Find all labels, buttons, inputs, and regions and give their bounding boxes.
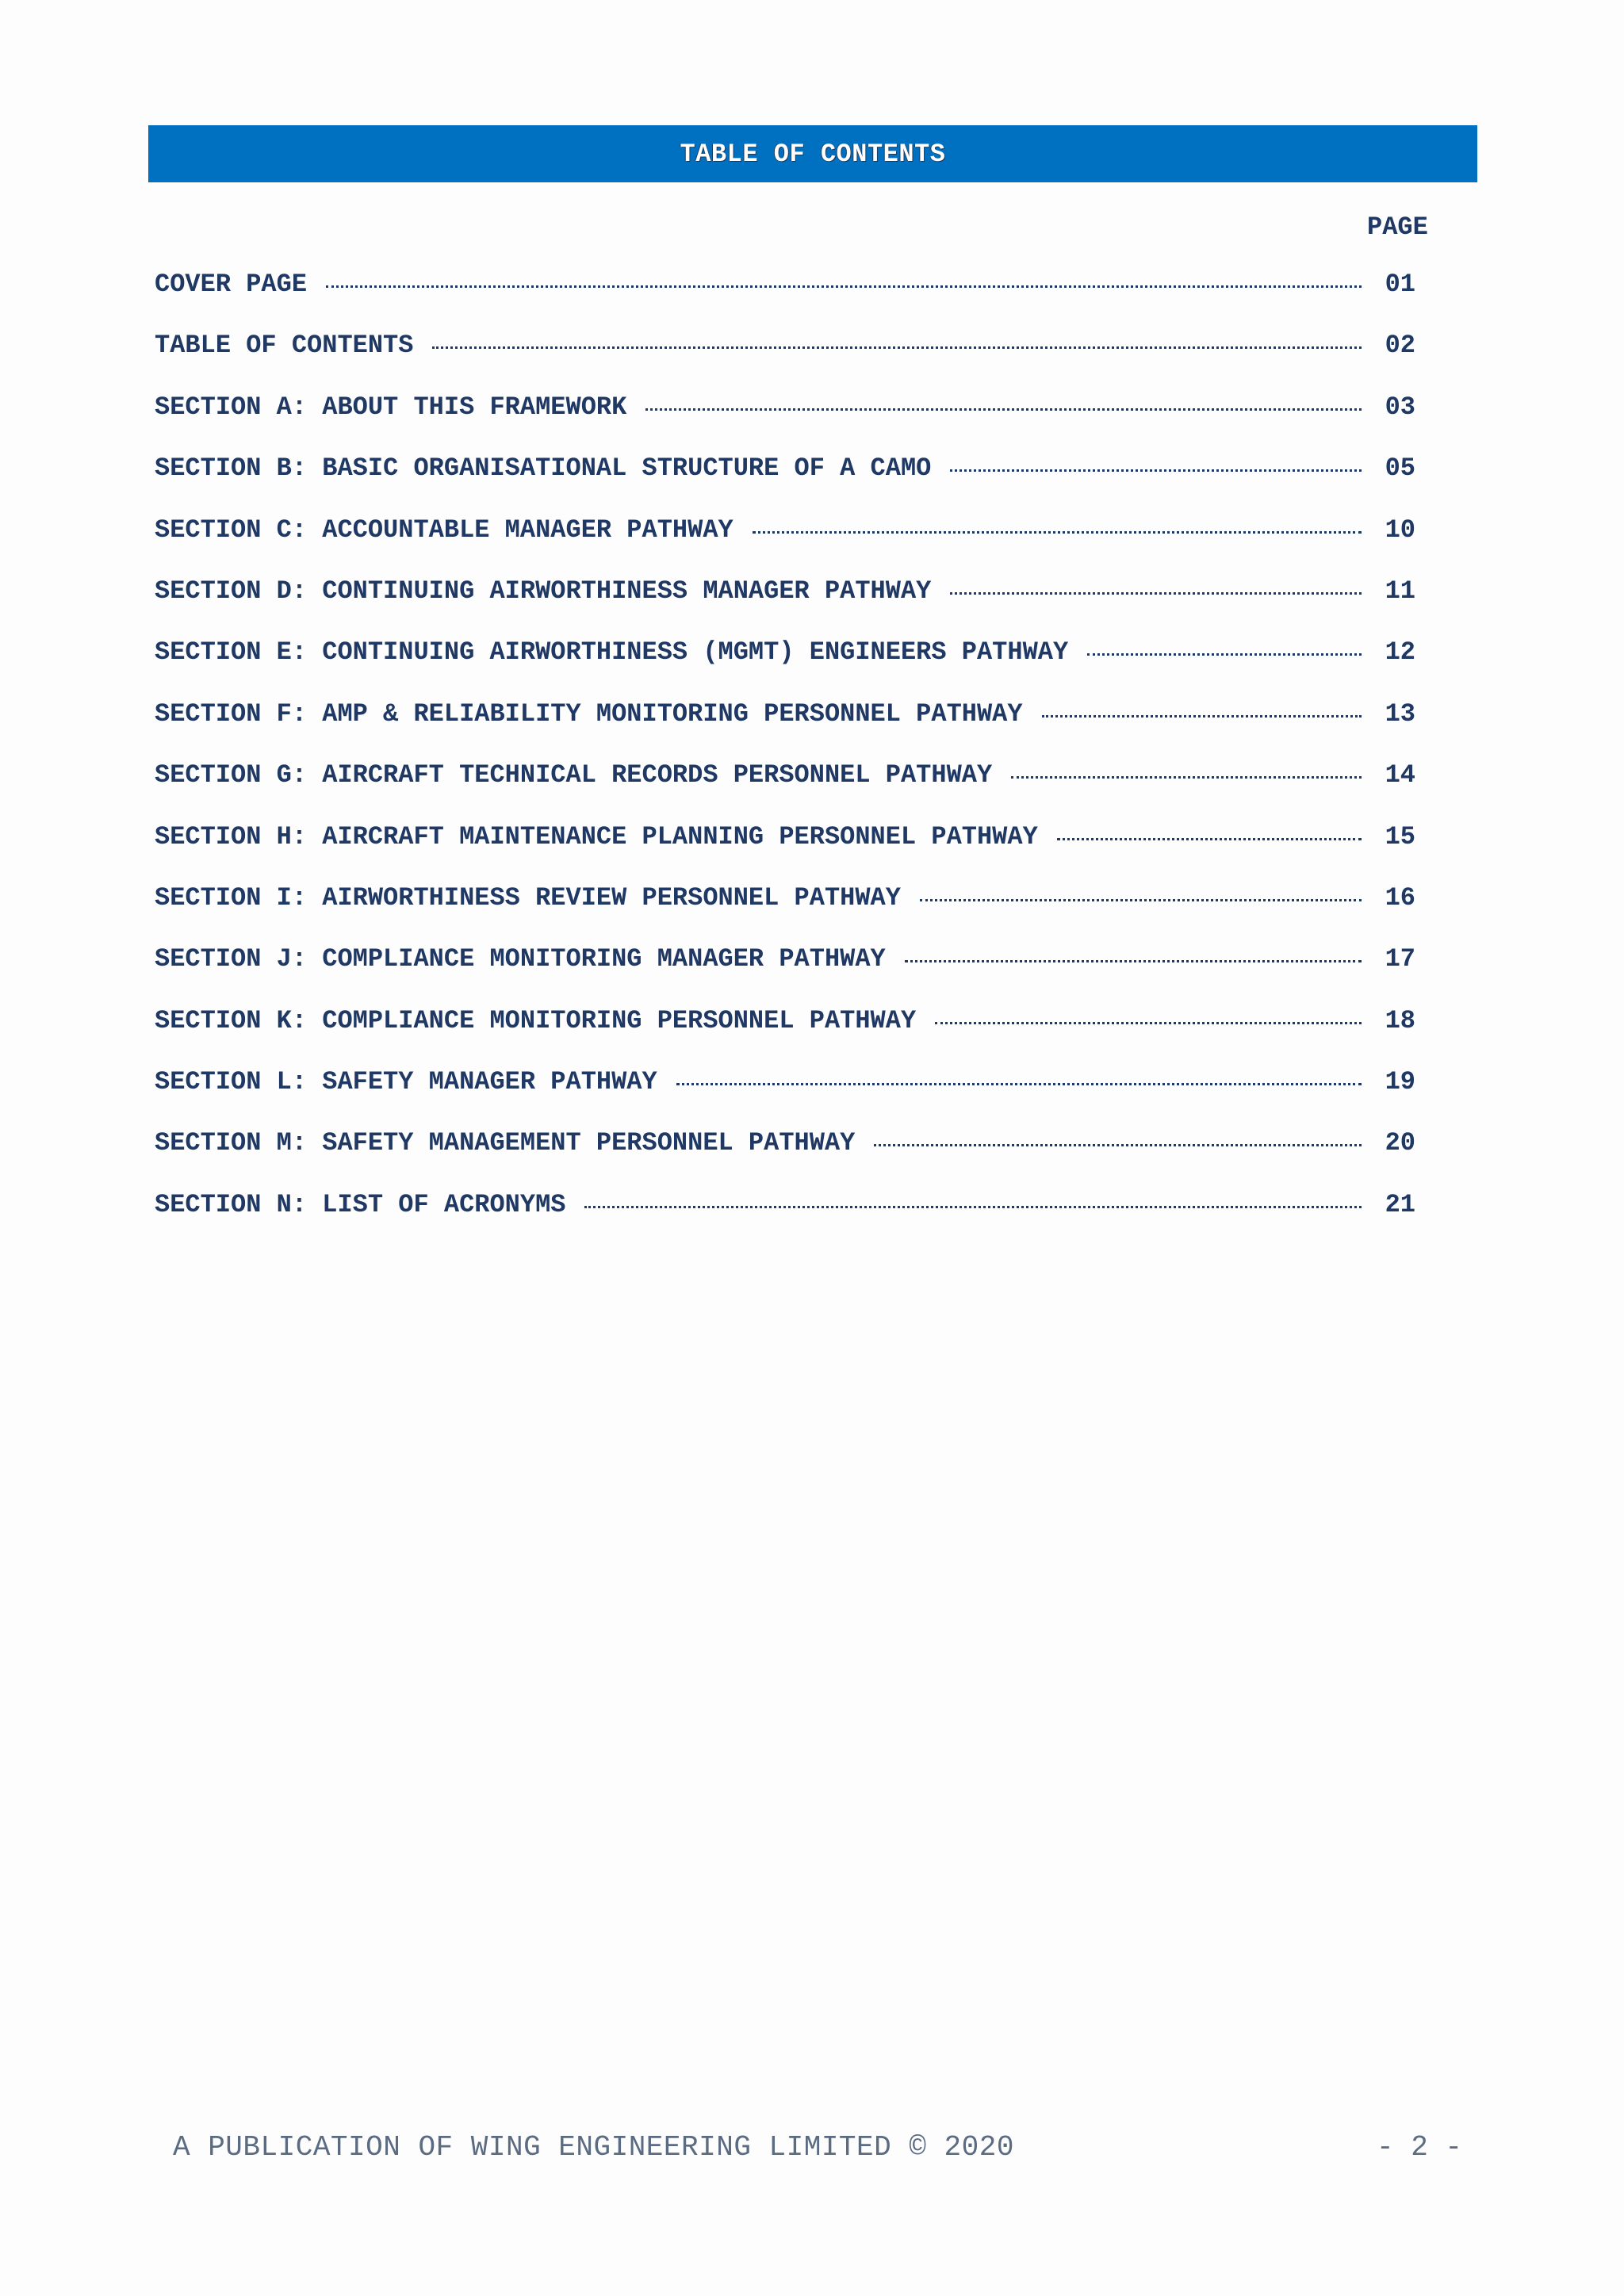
toc-entry[interactable] bbox=[155, 270, 1415, 331]
dot-leader bbox=[645, 408, 1362, 411]
toc-entry-page: 15 bbox=[1385, 821, 1415, 851]
toc-entry-page: 14 bbox=[1385, 760, 1415, 790]
toc-entry[interactable] bbox=[155, 1006, 1415, 1067]
toc-entry-title: SECTION J: COMPLIANCE MONITORING MANAGER PATHWAY bbox=[155, 944, 886, 974]
page-column-label: PAGE bbox=[1367, 212, 1428, 242]
toc-entry-title: COVER PAGE bbox=[155, 270, 308, 299]
dot-leader bbox=[874, 1144, 1362, 1146]
toc-entry-page: 10 bbox=[1385, 515, 1415, 545]
toc-entry[interactable] bbox=[155, 822, 1415, 883]
dot-leader bbox=[920, 899, 1362, 901]
toc-entry-title: SECTION E: CONTINUING AIRWORTHINESS (MGMT) ENGINEERS PATHWAY bbox=[155, 637, 1069, 668]
toc-entry-title: SECTION L: SAFETY MANAGER PATHWAY bbox=[155, 1067, 657, 1097]
toc-entry-page: 11 bbox=[1385, 576, 1415, 606]
dot-leader bbox=[432, 346, 1362, 349]
toc-entry-title: SECTION F: AMP & RELIABILITY MONITORING PERSONNEL PATHWAY bbox=[155, 698, 1023, 729]
toc-entry-title: SECTION C: ACCOUNTABLE MANAGER PATHWAY bbox=[155, 515, 733, 545]
dot-leader bbox=[676, 1083, 1362, 1085]
toc-entry-title: SECTION K: COMPLIANCE MONITORING PERSONNEL PATHWAY bbox=[155, 1005, 917, 1035]
toc-entry[interactable] bbox=[155, 699, 1415, 760]
dot-leader bbox=[935, 1022, 1362, 1024]
dot-leader bbox=[326, 285, 1362, 288]
toc-entry[interactable] bbox=[155, 392, 1415, 453]
dot-leader bbox=[1087, 653, 1362, 656]
toc-entry-page: 21 bbox=[1385, 1189, 1415, 1219]
toc-entry-title: SECTION B: BASIC ORGANISATIONAL STRUCTURE OF A CAMO bbox=[155, 453, 932, 484]
toc-heading: TABLE OF CONTENTS bbox=[680, 139, 946, 169]
toc-entry[interactable] bbox=[155, 637, 1415, 698]
toc-list bbox=[155, 270, 1415, 1251]
dot-leader bbox=[753, 531, 1362, 534]
toc-entry-title: SECTION N: LIST OF ACRONYMS bbox=[155, 1189, 566, 1219]
toc-entry-page: 16 bbox=[1385, 882, 1415, 913]
toc-entry-title: TABLE OF CONTENTS bbox=[155, 331, 414, 361]
toc-entry-page: 01 bbox=[1385, 270, 1415, 299]
dot-leader bbox=[1011, 776, 1362, 779]
toc-entry-title: SECTION D: CONTINUING AIRWORTHINESS MANAGER PATHWAY bbox=[155, 576, 932, 606]
toc-entry[interactable] bbox=[155, 1190, 1415, 1251]
toc-entry-title: SECTION H: AIRCRAFT MAINTENANCE PLANNING PERSONNEL PATHWAY bbox=[155, 821, 1038, 851]
toc-header-band bbox=[148, 125, 1477, 182]
toc-entry-page: 19 bbox=[1385, 1067, 1415, 1097]
toc-entry-page: 18 bbox=[1385, 1005, 1415, 1035]
toc-entry[interactable] bbox=[155, 331, 1415, 392]
footer-page-number: - 2 - bbox=[1377, 2131, 1463, 2164]
dot-leader bbox=[584, 1206, 1362, 1208]
dot-leader bbox=[950, 592, 1362, 595]
toc-entry-page: 13 bbox=[1385, 698, 1415, 729]
dot-leader bbox=[905, 960, 1362, 962]
toc-entry[interactable] bbox=[155, 883, 1415, 944]
toc-entry[interactable] bbox=[155, 1128, 1415, 1189]
toc-entry-page: 12 bbox=[1385, 637, 1415, 668]
dot-leader bbox=[1057, 838, 1362, 840]
footer-publication: A PUBLICATION OF WING ENGINEERING LIMITED © 2020 bbox=[173, 2131, 1014, 2164]
toc-entry-title: SECTION G: AIRCRAFT TECHNICAL RECORDS PERSONNEL PATHWAY bbox=[155, 760, 993, 790]
toc-entry[interactable] bbox=[155, 576, 1415, 637]
dot-leader bbox=[950, 469, 1362, 472]
toc-entry-title: SECTION A: ABOUT THIS FRAMEWORK bbox=[155, 392, 627, 422]
toc-entry[interactable] bbox=[155, 760, 1415, 821]
toc-entry-title: SECTION I: AIRWORTHINESS REVIEW PERSONNEL PATHWAY bbox=[155, 882, 901, 913]
toc-entry[interactable] bbox=[155, 944, 1415, 1005]
toc-entry[interactable] bbox=[155, 1067, 1415, 1128]
toc-entry-title: SECTION M: SAFETY MANAGEMENT PERSONNEL PATHWAY bbox=[155, 1128, 856, 1158]
toc-entry-page: 02 bbox=[1385, 331, 1415, 361]
toc-entry-page: 20 bbox=[1385, 1128, 1415, 1158]
toc-entry[interactable] bbox=[155, 515, 1415, 576]
dot-leader bbox=[1042, 715, 1362, 718]
toc-entry-page: 17 bbox=[1385, 944, 1415, 974]
toc-entry-page: 05 bbox=[1385, 453, 1415, 484]
toc-entry[interactable] bbox=[155, 453, 1415, 515]
toc-entry-page: 03 bbox=[1385, 392, 1415, 422]
